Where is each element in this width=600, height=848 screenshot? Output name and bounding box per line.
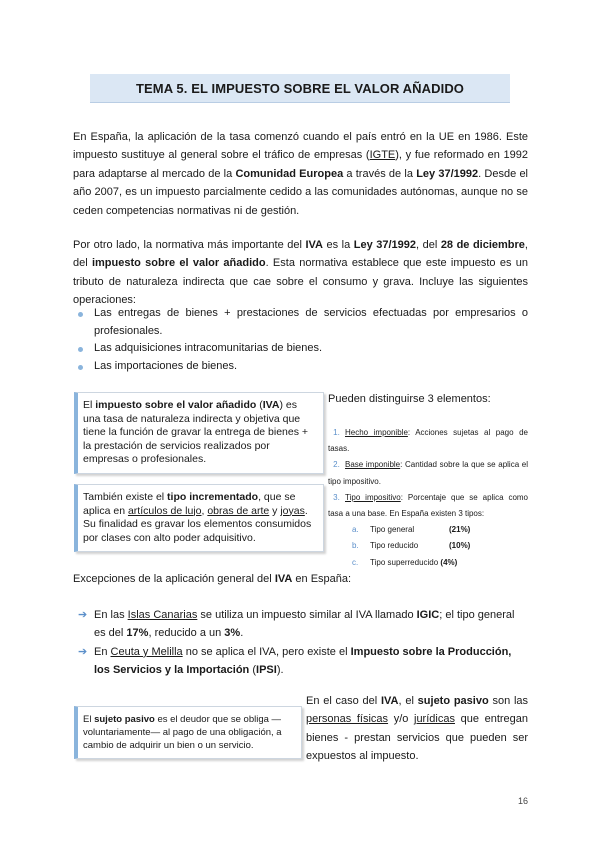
tipo-row <box>352 538 528 554</box>
elements-list <box>328 425 528 571</box>
bold-term: 3% <box>224 627 241 640</box>
list-item <box>78 643 528 680</box>
underlined-term: artículos de lujo <box>127 504 202 517</box>
text: a través de la <box>343 167 417 180</box>
list-item <box>328 425 528 457</box>
text: . <box>240 627 244 640</box>
list-item-text: Las entregas de bienes + prestaciones de servicios efectuadas por empresarios o profesionales. <box>94 307 528 337</box>
bold-term: 28 de diciembre <box>440 239 525 251</box>
list-item <box>328 490 528 522</box>
intro-paragraph <box>73 128 528 220</box>
text: y/o <box>388 713 414 726</box>
tipo-name: Tipo superreducido <box>370 557 439 567</box>
text: en España: <box>292 573 352 585</box>
text: El <box>83 399 96 411</box>
text: , del <box>73 239 528 270</box>
list-item <box>78 305 528 340</box>
normativa-paragraph <box>73 236 528 310</box>
text: : Acciones sujetas al pago de tasas. <box>328 428 528 454</box>
bold-term: Impuesto sobre la Producción, los Servicios y la Importación <box>94 645 512 677</box>
page-number: 16 <box>517 796 528 806</box>
text: , el <box>398 695 418 707</box>
bold-term: impuesto sobre el valor añadido <box>95 399 257 411</box>
underlined-term: jurídicas <box>414 713 455 726</box>
list-item <box>328 457 528 489</box>
text: El <box>83 714 95 725</box>
term: Base imponible <box>345 460 401 470</box>
item-number: 3. <box>333 492 340 502</box>
tipo-pct: (4%) <box>440 557 458 567</box>
text: . Desde el año 2007, es un impuesto parcialmente cedido a las comunidades autónomas, aunque no se ceden competencias normativas ni de gestión. <box>73 167 529 217</box>
bold-term: sujeto pasivo <box>417 695 489 707</box>
bold-term: IVA <box>274 573 293 585</box>
list-item-text: Las importaciones de bienes. <box>94 359 238 372</box>
text: En el caso del <box>306 695 381 707</box>
text: ) es una tasa de naturaleza indirecta y objetiva que tiene la función de gravar la entrega de bienes + la prestación de servicios realizados por empresas o profesionales. <box>83 399 309 466</box>
term: Hecho imponible <box>345 428 408 437</box>
bold-term: Ley 37/1992 <box>416 167 479 180</box>
text: En las <box>94 609 128 621</box>
list-item <box>78 606 528 643</box>
bold-term: IVA <box>380 695 399 707</box>
underlined-term: personas físicas <box>306 713 389 726</box>
underlined-term: Islas Canarias <box>127 609 198 621</box>
list-item-text: Las adquisiciones intracomunitarias de bienes. <box>94 342 323 354</box>
letter: c. <box>352 557 359 567</box>
tipo-name: Tipo reducido <box>370 541 419 551</box>
text: ( <box>249 664 257 677</box>
sujeto-pasivo-paragraph <box>306 692 528 766</box>
bold-term: Ley 37/1992 <box>353 239 417 251</box>
tipo-pct: (21%) <box>449 525 471 535</box>
title-main: EL IMPUESTO SOBRE EL VALOR AÑADIDO <box>191 80 465 96</box>
page-title <box>90 74 510 103</box>
text: se utiliza un impuesto similar al IVA llamado <box>197 609 417 621</box>
underlined-term: joyas <box>280 504 305 517</box>
elements-heading: Pueden distinguirse 3 elementos: <box>328 393 491 405</box>
item-number: 2. <box>333 460 340 470</box>
text: es el deudor que se obliga —voluntariamente— al pago de una obligación, a cambio de adquirir un bien o un servicio. <box>83 714 282 751</box>
underlined-term: Ceuta y Melilla <box>110 645 183 658</box>
bold-term: IGIC <box>416 609 440 621</box>
tipo-incrementado-box <box>74 484 324 552</box>
text: En <box>94 645 111 658</box>
term: Tipo impositivo <box>345 492 401 502</box>
exceptions-list <box>78 606 528 680</box>
title-prefix: TEMA 5. <box>135 80 188 96</box>
text: También existe el <box>83 491 168 503</box>
text: son las <box>488 695 529 707</box>
text: , <box>201 504 208 517</box>
text: Excepciones de la aplicación general del <box>73 573 275 585</box>
list-item <box>78 340 528 358</box>
bold-term: IVA <box>262 399 280 411</box>
text: no se aplica el IVA, pero existe el <box>182 645 351 658</box>
text: ; el tipo general es del <box>94 609 515 640</box>
text: es la <box>322 239 354 251</box>
bold-term: tipo incrementado <box>167 491 259 503</box>
tipo-pct: (10%) <box>449 541 471 551</box>
text: que entregan bienes - prestan servicios que pueden ser expuestos al impuesto. <box>306 713 529 763</box>
bold-term: 17% <box>126 627 149 640</box>
text: , reducido a un <box>148 627 225 640</box>
operations-list <box>78 305 528 375</box>
igte-term: IGTE <box>369 149 396 162</box>
text: y <box>269 504 281 517</box>
text: ( <box>256 399 263 411</box>
text: . Esta normativa establece que este impuesto es un tributo de naturaleza indirecta que cae sobre el consumo y grava. Incluye las siguientes operaciones: <box>73 257 528 307</box>
sujeto-pasivo-box <box>74 706 302 759</box>
text: : Cantidad sobre la que se aplica el tipo impositivo. <box>328 460 529 486</box>
arrow-right-icon: ➔ <box>78 609 88 621</box>
bold-term: sujeto pasivo <box>94 714 155 725</box>
letter: b. <box>352 541 359 551</box>
text: . Su finalidad es gravar los elementos consumidos por clases con alto poder adquisitivo. <box>83 504 312 544</box>
iva-definition-box <box>74 392 324 474</box>
item-number: 1. <box>333 428 340 437</box>
tipo-row <box>352 522 528 538</box>
text: ). <box>276 664 284 677</box>
tipos-list <box>328 522 528 571</box>
tipo-row <box>352 555 528 571</box>
bold-term: IPSI <box>256 664 277 677</box>
text: , que se aplica en <box>83 491 296 517</box>
exceptions-heading <box>73 573 528 585</box>
bold-term: Comunidad Europea <box>235 167 344 180</box>
bold-term: impuesto sobre el valor añadido <box>91 257 266 270</box>
list-item <box>78 358 528 376</box>
letter: a. <box>352 525 359 535</box>
bold-term: IVA <box>305 239 323 251</box>
text: : Porcentaje que se aplica como tasa a una base. En España existen 3 tipos: <box>328 492 529 519</box>
text: Por otro lado, la normativa más importante del <box>73 239 306 251</box>
text: ), y fue reformado en 1992 para adaptarse al mercado de la <box>73 149 528 180</box>
underlined-term: obras de arte <box>207 504 270 517</box>
arrow-right-icon: ➔ <box>78 645 88 658</box>
tipo-name: Tipo general <box>370 525 415 535</box>
text: , del <box>416 239 441 251</box>
text: En España, la aplicación de la tasa comenzó cuando el país entró en la UE en 1986. Este impuesto sustituye al general sobre el tráfico de empresas ( <box>73 131 528 162</box>
